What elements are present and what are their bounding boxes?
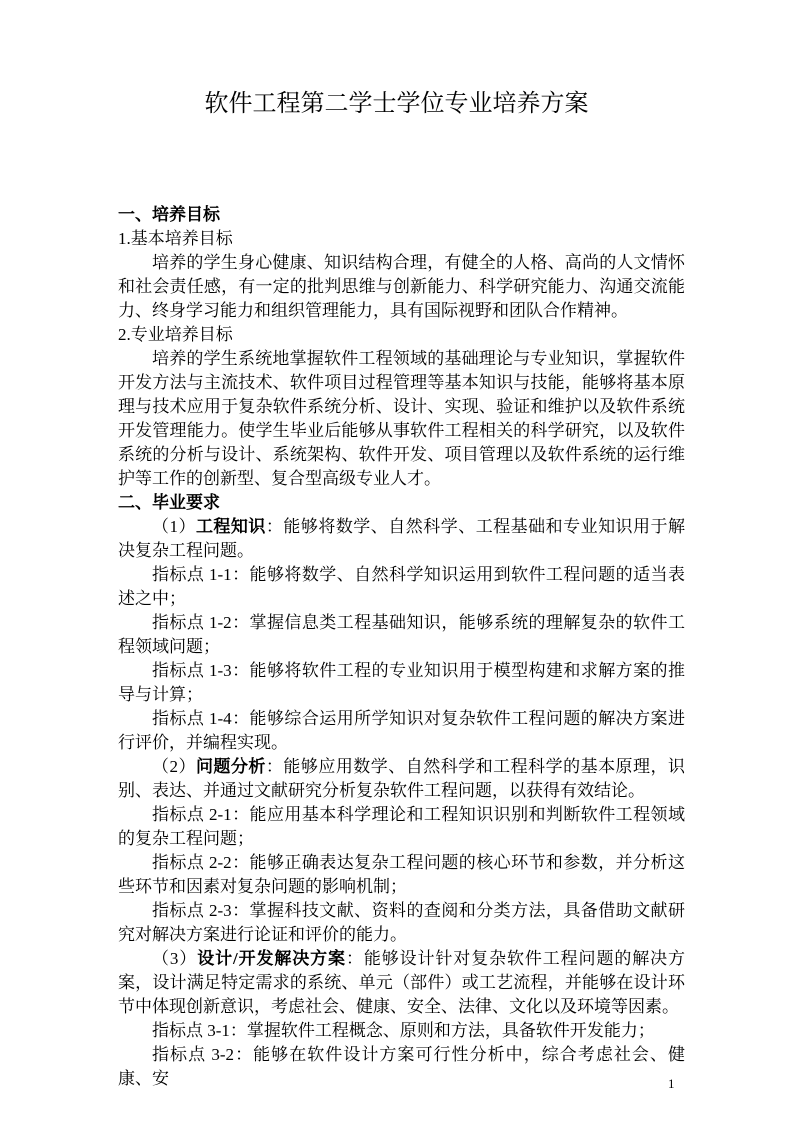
indicator-1-2: 指标点 1-2：掌握信息类工程基础知识，能够系统的理解复杂的软件工程领域问题； [118,613,685,656]
requirement-name: 设计/开发解决方案 [197,949,346,968]
indicator-3-2: 指标点 3-2：能够在软件设计方案可行性分析中，综合考虑社会、健康、安 [118,1045,685,1088]
subheading-professional-goals: 2.专业培养目标 [118,325,233,344]
document-body [118,203,685,1091]
document-title: 软件工程第二学士学位专业培养方案 [204,91,589,117]
requirement-text: ：能够应用数学、自然科学和工程科学的基本原理，识别、表达、并通过文献研究分析复杂软件工程问题，以获得有效结论。 [118,757,686,800]
indicator-3-1: 指标点 3-1：掌握软件工程概念、原则和方法，具备软件开发能力； [152,1021,655,1040]
requirement-3 [118,947,685,1019]
requirement-name: 工程知识 [195,517,266,536]
indicator-1-4: 指标点 1-4：能够综合运用所学知识对复杂软件工程问题的解决方案进行评价，并编程实现。 [118,709,685,752]
subheading-basic-goals: 1.基本培养目标 [118,229,233,248]
indicator-1-3: 指标点 1-3：能够将软件工程的专业知识用于模型构建和求解方案的推导与计算； [118,661,685,704]
paragraph-basic-goals: 培养的学生身心健康、知识结构合理，有健全的人格、高尚的人文情怀和社会责任感，有一定的批判思维与创新能力、科学研究能力、沟通交流能力、终身学习能力和组织管理能力，具有国际视野和团队合作精神。 [118,253,685,320]
paragraph-professional-goals: 培养的学生系统地掌握软件工程领域的基础理论与专业知识，掌握软件开发方法与主流技术、软件项目过程管理等基本知识与技能，能够将基本原理与技术应用于复杂软件系统分析、设计、实现、验证和维护以及软件系统开发管理能力。使学生毕业后能够从事软件工程相关的科学研究，以及软件系统的分析与设计、系统架构、软件开发、项目管理以及软件系统的运行维护等工作的创新型、复合型高级专业人才。 [118,349,685,488]
indicator-2-2: 指标点 2-2：能够正确表达复杂工程问题的核心环节和参数，并分析这些环节和因素对复杂问题的影响机制； [118,853,685,896]
indicator-2-1: 指标点 2-1：能应用基本科学理论和工程知识识别和判断软件工程领域的复杂工程问题； [118,805,685,848]
requirement-1 [118,515,685,563]
requirement-name: 问题分析 [195,757,266,776]
requirement-text: ：能够设计针对复杂软件工程问题的解决方案，设计满足特定需求的系统、单元（部件）或工艺流程，并能够在设计环节中体现创新意识，考虑社会、健康、安全、法律、文化以及环境等因素。 [118,949,686,1016]
requirement-number: （2） [152,757,196,776]
section-heading-requirements: 二、毕业要求 [118,493,220,512]
page-number: 1 [668,1076,675,1091]
requirement-2 [118,755,685,803]
indicator-1-1: 指标点 1-1：能够将数学、自然科学知识运用到软件工程问题的适当表述之中； [118,565,685,608]
section-heading-goals: 一、培养目标 [118,205,220,224]
requirement-text: ：能够将数学、自然科学、工程基础和专业知识用于解决复杂工程问题。 [118,517,686,560]
indicator-2-3: 指标点 2-3：掌握科技文献、资料的查阅和分类方法，具备借助文献研究对解决方案进行论证和评价的能力。 [118,901,685,944]
requirement-number: （3） [152,949,198,968]
requirement-number: （1） [152,517,196,536]
